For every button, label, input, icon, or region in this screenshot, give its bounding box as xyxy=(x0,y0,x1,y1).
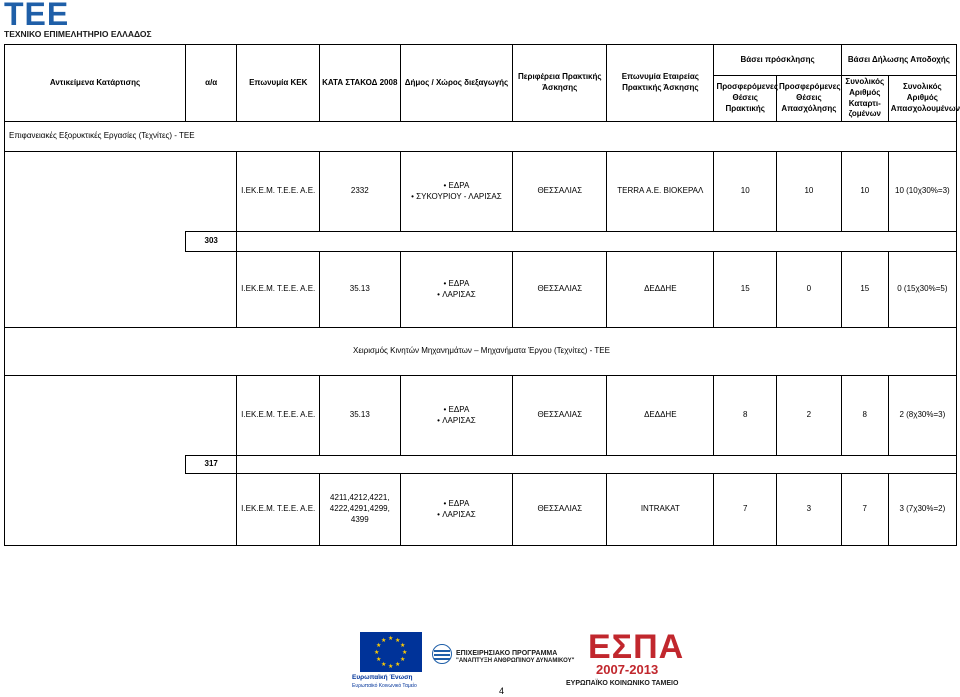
value-cell: 0 (15χ30%=5) xyxy=(888,252,956,328)
kek-cell: Ι.ΕΚ.Ε.Μ. Τ.Ε.Ε. Α.Ε. xyxy=(237,474,320,546)
tee-logo: ΤΕΕ xyxy=(4,0,70,32)
greek-flag-icon xyxy=(432,644,452,664)
company-cell: ΔΕΔΔΗΕ xyxy=(607,376,714,456)
company-cell: TERRA Α.Ε. ΒΙΟΚΕΡΑΛ xyxy=(607,152,714,232)
espa-years: 2007-2013 xyxy=(596,662,659,677)
espa-sublabel: ΕΥΡΩΠΑΪΚΟ ΚΟΙΝΩΝΙΚΟ ΤΑΜΕΙΟ xyxy=(566,680,679,687)
value-cell: 2 (8χ30%=3) xyxy=(888,376,956,456)
col-header: Αντικείμενα Κατάρτισης xyxy=(5,45,186,122)
kek-cell: Ι.ΕΚ.Ε.Μ. Τ.Ε.Ε. Α.Ε. xyxy=(237,152,320,232)
stakod-cell: 35.13 xyxy=(320,376,400,456)
svg-text:★: ★ xyxy=(400,656,406,663)
value-cell: 10 (10χ30%=3) xyxy=(888,152,956,232)
kek-cell: Ι.ΕΚ.Ε.Μ. Τ.Ε.Ε. Α.Ε. xyxy=(237,252,320,328)
value-cell: 2 xyxy=(777,376,842,456)
programs-table xyxy=(4,44,960,546)
value-cell: 7 xyxy=(714,474,777,546)
eu-sublabel: Ευρωπαϊκό Κοινωνικό Ταμείο xyxy=(352,683,417,689)
stakod-cell: 35.13 xyxy=(320,252,400,328)
aa-row xyxy=(5,456,957,474)
value-cell: 10 xyxy=(714,152,777,232)
value-cell: 8 xyxy=(714,376,777,456)
section-row xyxy=(5,328,957,376)
list-item: • ΕΔΡΑ xyxy=(403,405,511,416)
region-cell: ΘΕΣΣΑΛΙΑΣ xyxy=(513,376,607,456)
value-cell: 7 xyxy=(841,474,888,546)
org-name: ΤΕΧΝΙΚΟ ΕΠΙΜΕΛΗΤΗΡΙΟ ΕΛΛΑΔΟΣ xyxy=(4,29,152,39)
col-header: Περιφέρεια Πρακτικής Άσκησης xyxy=(513,45,607,122)
eu-flag-logo xyxy=(360,632,422,672)
value-cell: 15 xyxy=(714,252,777,328)
col-header: Επωνυμία Εταιρείας Πρακτικής Άσκησης xyxy=(607,45,714,122)
value-cell: 10 xyxy=(841,152,888,232)
svg-text:★: ★ xyxy=(402,649,408,656)
value-cell: 3 xyxy=(777,474,842,546)
value-cell: 15 xyxy=(841,252,888,328)
svg-text:★: ★ xyxy=(395,661,401,668)
page-number: 4 xyxy=(499,686,505,696)
stakod-cell: 2332 xyxy=(320,152,400,232)
svg-text:★: ★ xyxy=(381,637,387,644)
aa-row xyxy=(5,232,957,252)
col-header: ΚΑΤΑ ΣΤΑΚΟΔ 2008 xyxy=(320,45,400,122)
svg-text:★: ★ xyxy=(388,663,394,670)
espa-logo: ΕΣΠΑ xyxy=(588,628,685,666)
svg-text:★: ★ xyxy=(381,661,387,668)
list-item: • ΕΔΡΑ xyxy=(403,499,511,510)
region-cell: ΘΕΣΣΑΛΙΑΣ xyxy=(513,474,607,546)
program-subname: "ΑΝΑΠΤΥΞΗ ΑΝΘΡΩΠΙΝΟΥ ΔΥΝΑΜΙΚΟΥ" xyxy=(456,658,575,664)
svg-text:★: ★ xyxy=(388,635,394,642)
table-row xyxy=(5,376,957,456)
program-name: ΕΠΙΧΕΙΡΗΣΙΑΚΟ ΠΡΟΓΡΑΜΜΑ xyxy=(456,650,558,657)
col-header: α/α xyxy=(186,45,237,122)
kek-cell: Ι.ΕΚ.Ε.Μ. Τ.Ε.Ε. Α.Ε. xyxy=(237,376,320,456)
svg-text:★: ★ xyxy=(376,656,382,663)
aa-cell: 303 xyxy=(186,232,237,252)
section-title: Επιφανειακές Εξορυκτικές Εργασίες (Τεχνίτες) - ΤΕΕ xyxy=(5,122,957,152)
section-title: Χειρισμός Κινητών Μηχανημάτων – Μηχανήματα Έργου (Τεχνίτες) - ΤΕΕ xyxy=(5,328,957,376)
table-row xyxy=(5,152,957,232)
svg-text:★: ★ xyxy=(395,637,401,644)
col-header: Επωνυμία ΚΕΚ xyxy=(237,45,320,122)
list-item: • ΕΔΡΑ xyxy=(403,181,511,192)
list-item: • ΕΔΡΑ xyxy=(403,279,511,290)
company-cell: ΔΕΔΔΗΕ xyxy=(607,252,714,328)
aa-cell: 317 xyxy=(186,456,237,474)
list-item: • ΛΑΡΙΣΑΣ xyxy=(403,510,511,521)
table-row xyxy=(5,252,957,328)
dimos-cell xyxy=(400,474,513,546)
list-item: • ΛΑΡΙΣΑΣ xyxy=(403,290,511,301)
region-cell: ΘΕΣΣΑΛΙΑΣ xyxy=(513,252,607,328)
eu-label: Ευρωπαϊκή Ένωση xyxy=(352,674,413,681)
col-header: Προσφερόμενες Θέσεις Απασχόλησης xyxy=(777,76,842,122)
value-cell: 3 (7χ30%=2) xyxy=(888,474,956,546)
col-header: Συνολικός Αριθμός Καταρτι-ζομένων xyxy=(841,76,888,122)
svg-text:★: ★ xyxy=(374,649,380,656)
dimos-cell xyxy=(400,252,513,328)
value-cell: 0 xyxy=(777,252,842,328)
col-header: Συνολικός Αριθμός Απασχολουμένων xyxy=(888,76,956,122)
col-header: Δήμος / Χώρος διεξαγωγής xyxy=(400,45,513,122)
table-row xyxy=(5,474,957,546)
dimos-cell xyxy=(400,376,513,456)
header-row-group xyxy=(5,45,957,76)
company-cell: INTRAKAT xyxy=(607,474,714,546)
section-row xyxy=(5,122,957,152)
stakod-cell: 4211,4212,4221, 4222,4291,4299, 4399 xyxy=(320,474,400,546)
svg-text:★: ★ xyxy=(376,642,382,649)
value-cell: 8 xyxy=(841,376,888,456)
col-header: Προσφερόμενες Θέσεις Πρακτικής xyxy=(714,76,777,122)
svg-text:★: ★ xyxy=(400,642,406,649)
group-header: Βάσει πρόσκλησης xyxy=(714,45,841,76)
dimos-cell xyxy=(400,152,513,232)
list-item: • ΛΑΡΙΣΑΣ xyxy=(403,416,511,427)
list-item: • ΣΥΚΟΥΡΙΟΥ - ΛΑΡΙΣΑΣ xyxy=(403,192,511,203)
region-cell: ΘΕΣΣΑΛΙΑΣ xyxy=(513,152,607,232)
group-header: Βάσει Δήλωσης Αποδοχής xyxy=(841,45,956,76)
value-cell: 10 xyxy=(777,152,842,232)
